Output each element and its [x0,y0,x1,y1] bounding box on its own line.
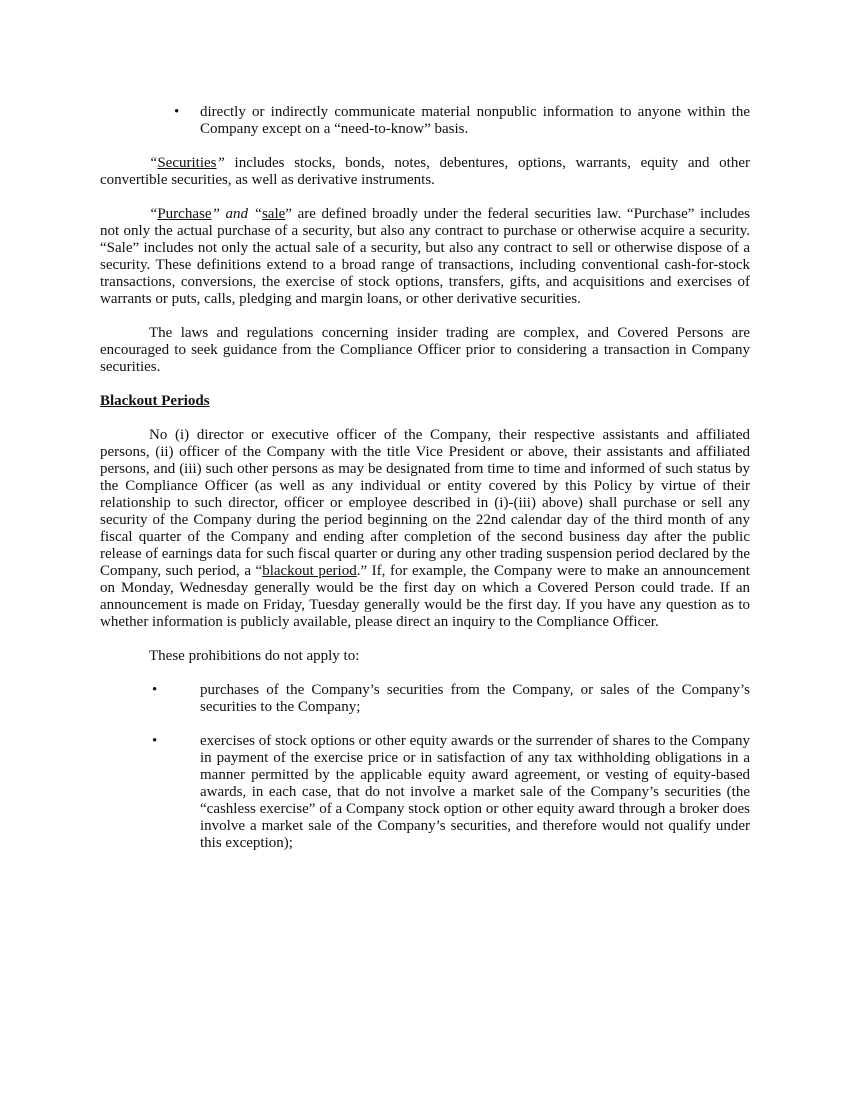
bullet-icon: • [152,682,158,698]
prohibitions-intro: These prohibitions do not apply to: [149,648,360,664]
bullet-icon: • [152,733,158,749]
securities-definition: “Securities” includes stocks, bonds, notes, debentures, options, warrants, equity and other convertible securities, as well as derivative instruments. [100,155,750,188]
term-securities: Securities [157,155,217,171]
list-item-communicate [100,104,750,138]
document-page [100,104,750,852]
term-purchase: Purchase [157,206,212,222]
list-item-text: directly or indirectly communicate material nonpublic information to anyone within the Company except on a “need-to-know” basis. [200,104,750,137]
term-sale: sale [261,206,286,222]
section-heading-blackout: Blackout Periods [100,393,210,409]
list-item-exception [100,733,750,852]
bullet-icon: • [174,104,180,120]
purchase-sale-definition: “Purchase” and “sale” are defined broadly under the federal securities law. “Purchase” includes not only the actual purchase of a security, but also any contract to purchase or otherwise acquire a security. “Sale” includes not only the actual sale of a security, but also any contract to sell or otherwise dispose of a security. These definitions extend to a broad range of transactions, including conventional cash-for-stock transactions, conversions, the exercise of stock options, transfers, gifts, and acquisitions and exercises of warrants or puts, calls, pledging and margin loans, or other derivative securities. [100,206,751,307]
list-item-text: purchases of the Company’s securities from the Company, or sales of the Company’s securities to the Company; [200,682,750,715]
list-item-exception [100,682,750,716]
laws-paragraph: The laws and regulations concerning insider trading are complex, and Covered Persons are encouraged to seek guidance from the Compliance Officer prior to considering a transaction in Company securities. [100,325,750,375]
term-blackout-period: blackout period [262,563,357,579]
list-item-text: exercises of stock options or other equity awards or the surrender of shares to the Company in payment of the exercise price or in satisfaction of any tax withholding obligations in a manner permitted by the applicable equity award agreement, or vesting of equity-based awards, in each case, that do not involve a market sale of the Company’s securities (the “cashless exercise” of a Company stock option or other equity award through a broker does involve a market sale of the Company’s securities, and therefore would not qualify under this exception); [200,733,750,851]
blackout-paragraph: No (i) director or executive officer of the Company, their respective assistants and affiliated persons, (ii) officer of the Company with the title Vice President or above, their assistants and affiliated persons, and (iii) such other persons as may be designated from time to time and informed of such status by the Compliance Officer (as well as any individual or entity covered by this Policy by virtue of their relationship to such director, officer or employee described in (i)-(iii) above) shall purchase or sell any security of the Company during the period beginning on the 22nd calendar day of the third month of any fiscal quarter of the Company and ending after completion of the second business day after the public release of earnings data for such fiscal quarter or during any other trading suspension period declared by the Company, such period, a “blackout period.” If, for example, the Company were to make an announcement on Monday, Wednesday generally would be the first day on which a Covered Person could trade. If an announcement is made on Friday, Tuesday generally would be the first day. If you have any question as to whether information is publicly available, please direct an inquiry to the Compliance Officer. [100,427,750,630]
